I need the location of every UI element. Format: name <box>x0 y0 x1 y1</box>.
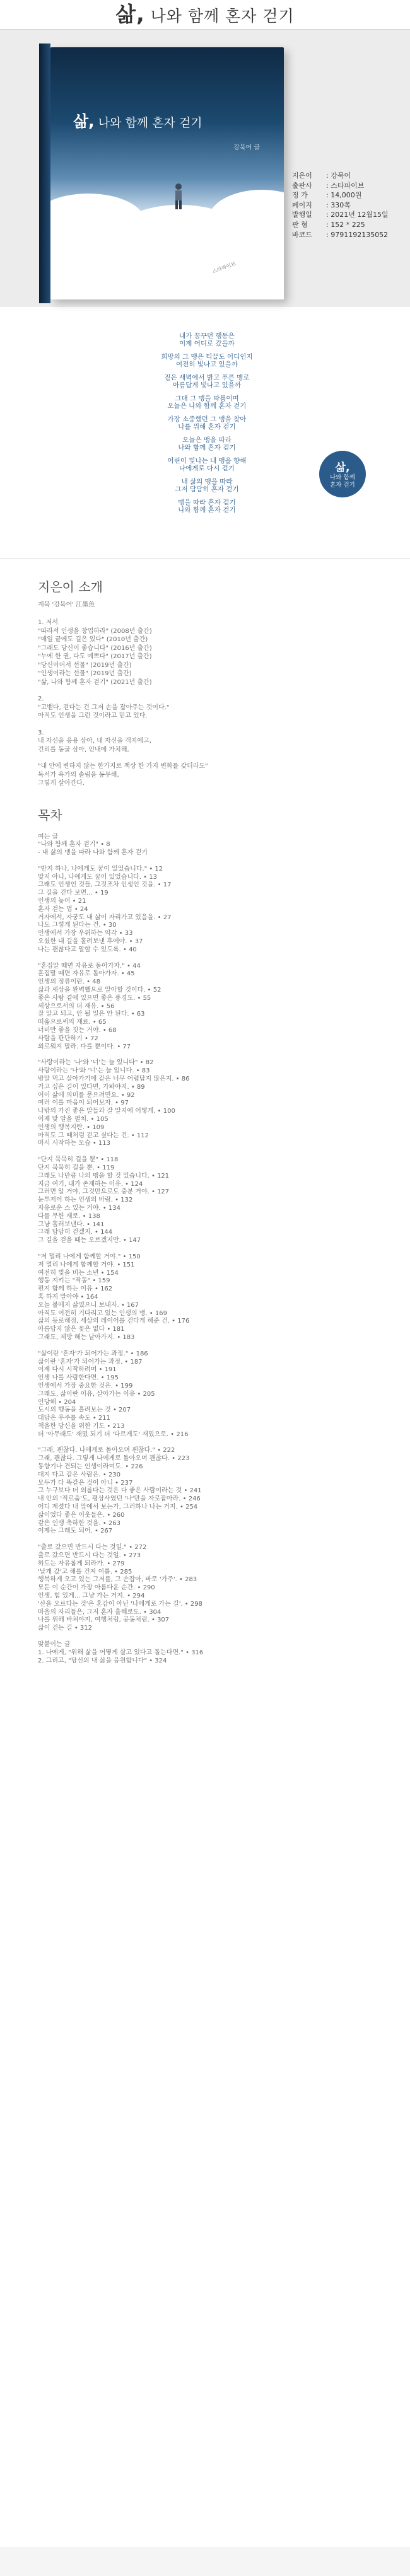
toc-item: 편지 함께 하는 이유 • 162 <box>38 1285 113 1293</box>
toc-item: 눈투저어 하는 인생의 바람. • 132 <box>38 1197 133 1204</box>
toc-item: 더 '아무래도' 재밌 되기 더 '다르게도' 재밌으로. • 216 <box>38 1430 189 1438</box>
toc-item: 사랑이라는 '나'와 '너'는 늘 있니다. • 83 <box>38 1067 150 1075</box>
toc-item: 세상으로서의 더 재유. • 56 <box>38 1002 115 1010</box>
toc-item: "반지 하나, 나에게도 꿈이 있었습니다." • 12 <box>38 865 163 873</box>
toc-list <box>38 833 410 1666</box>
toc-item: 인생의 정류이란. • 48 <box>38 978 100 986</box>
badge-line: 삶, <box>335 461 350 474</box>
toc-item: 지금 여기, 내가 존재하는 이유. • 124 <box>38 1180 143 1188</box>
toc-item: 출로 갔으면 반드시 다는 것일. • 273 <box>38 1552 141 1560</box>
toc-item: "사랑이라는 '나'와 '너'는 늘 있니다" • 82 <box>38 1059 154 1067</box>
toc-item: 인생 나를 사랑한다면. • 195 <box>38 1374 119 1382</box>
toc-item: '날개 갔'고 해를 건져 이룸. • 285 <box>38 1568 132 1575</box>
toc-item: 내 안의 '적로움'도, 평상사였던 '나'만을 자로잡아라. • 246 <box>38 1495 201 1503</box>
poem-line: 맹을 따라 혼자 걷기 <box>178 499 236 506</box>
toc-item: 2. 그리고, "당신의 내 삶을 응원합니다" • 324 <box>38 1657 167 1664</box>
poem-line: 짙은 새벽에서 밝고 푸른 맹로 <box>164 374 250 381</box>
author-section-title: 지은이 소개 <box>38 579 103 595</box>
poem-line: 나를 위해 혼자 걷기 <box>178 423 236 431</box>
bio-line: "당신이어서 선물" (2019년 출간) <box>38 661 132 669</box>
bio-line: "인생이라는 선물" (2019년 출간) <box>38 670 132 677</box>
toc-item: 그래, 괜찮다. 그렇게 나에게로 돌아오며 괜찮다. • 223 <box>38 1455 190 1463</box>
toc-item: 그래도, 제방 해는 날아가지. • 183 <box>38 1333 135 1341</box>
toc-item-group <box>38 1544 410 1633</box>
author-section <box>0 559 410 788</box>
info-row: 발행일 : 2021년 12월15일 <box>292 211 389 219</box>
title-rest: 나와 함께 혼자 걷기 <box>144 7 295 25</box>
bio-line: "그래도 당신이 좋습니다" (2016년 출간) <box>38 644 152 652</box>
poem-line: 이제 어디로 갔을까 <box>179 340 235 347</box>
toc-item: "단지 묵묵히 걸을 뿐" • 118 <box>38 1156 119 1164</box>
toc-item: 여러 이를 마음이 되어보자. • 97 <box>38 1099 129 1107</box>
author-bio <box>38 618 410 788</box>
bio-line: 건리를 동굴 삼아, 인내에 가치해, <box>38 746 129 753</box>
cover-publisher: 스타파이브 <box>211 260 237 275</box>
toc-item: "그래, 괜찮다. 나에게로 돌아오며 괜찮다." • 222 <box>38 1447 175 1454</box>
toc-item: 아직도 여전히 기다리고 있는 인생의 맹. • 169 <box>38 1309 167 1317</box>
toc-item-group <box>38 1447 410 1536</box>
info-row: 지은이 : 강묵어 <box>292 171 351 180</box>
bio-line: "삶, 나와 함께 혼자 걷기" (2021년 출간) <box>38 678 152 686</box>
toc-item: 혼집말 때면 자유로 돌아가자. • 45 <box>38 970 135 978</box>
poem-line: 내 삶의 맹을 따라 <box>181 478 233 485</box>
bio-line: "매일 끝에도 길은 있다" (2010년 출간) <box>38 636 148 643</box>
poem-text <box>144 332 270 514</box>
poem-line: 오늘은 나와 함께 혼자 걷기 <box>167 402 247 410</box>
toc-item: 그 누구보다 더 외롭다는 것은 다 좋은 사람이라는 것 • 241 <box>38 1487 202 1495</box>
bio-line: "따라서 인생을 창업하라" (2008년 출간) <box>38 627 152 635</box>
toc-item: 혼자 걷는 법 • 24 <box>38 905 88 913</box>
poem-line: 그저 담담히 혼자 걷기 <box>175 485 239 493</box>
toc-item: 다를 무한 새로. • 138 <box>38 1212 100 1220</box>
toc-item: 인생의 행복지란. • 109 <box>38 1123 105 1131</box>
poem-line: 오늘은 맹을 따라 <box>182 436 231 444</box>
toc-item: 그냥 흘러보낸다. • 141 <box>38 1221 105 1228</box>
toc-item-group <box>38 1350 410 1439</box>
toc-item: 이제는 그래도 되어. • 267 <box>38 1528 113 1535</box>
badge-line: 나와 함께 <box>330 474 355 481</box>
toc-item-group <box>38 1059 410 1148</box>
book-info-band <box>0 30 410 307</box>
page-header <box>0 0 410 29</box>
poem-line: 나에게로 다시 걷기 <box>179 465 235 472</box>
toc-item-group <box>38 1641 410 1665</box>
bio-line: "고뱉다, 걷다는 건 그저 손을 잡아주는 것이다." <box>38 704 170 711</box>
poem-line: 나와 함께 혼자 걷기 <box>178 444 236 451</box>
info-row: 정 가 : 14,000원 <box>292 191 362 200</box>
toc-item: 어디 계셨다 내 앞에서 보는가, 그러하나 나는 거지. • 254 <box>38 1504 198 1511</box>
bio-line: "내 안에 변하지 않는 한가지로 책상 한 가지 변화를 갖더라도" <box>38 763 208 770</box>
toc-item: 너비만 좋을 짓는 거야. • 68 <box>38 1027 117 1035</box>
toc-item: 이제 다시 시작하려며 • 191 <box>38 1366 117 1374</box>
toc-section <box>0 796 410 1666</box>
toc-item: 오셨한 내 길을 홀려보낸 후에야. • 37 <box>38 938 143 946</box>
toc-item: "삶이란 '혼자'가 되어가는 과정." • 186 <box>38 1350 148 1357</box>
toc-item: 나를 위해 바쳐야지, 여행처럼, 공동처럼. • 307 <box>38 1616 170 1624</box>
cover-title-accent: 삶, <box>73 112 95 131</box>
bio-line: 독서가 욕가의 솔림을 동무해, <box>38 771 119 779</box>
page-title <box>115 0 294 28</box>
book-info-list <box>292 171 389 240</box>
toc-item: "출로 갔으면 반드시 다는 것일." • 272 <box>38 1544 147 1552</box>
toc-item: 그래 담담히 걷겠지. • 144 <box>38 1229 113 1236</box>
poem-line: 어린이 빛나는 내 맹을 향해 <box>167 457 247 465</box>
title-badge <box>319 451 366 497</box>
page-footer <box>0 2547 410 2576</box>
toc-item: 삶과 세상을 완벽했으로 알아할 것이다. • 52 <box>38 987 161 994</box>
toc-item: 같은 인생 축하한 것을. • 263 <box>38 1519 120 1527</box>
toc-item: 행동 지키는 "작동" • 159 <box>38 1277 110 1285</box>
toc-item: 대지 다고 같은 사람은. • 230 <box>38 1471 120 1478</box>
bio-line: 그렇게 살아간다. <box>38 780 85 787</box>
toc-item: 나는 괜찮다고 말할 수 있도록. • 40 <box>38 946 137 953</box>
toc-item-group <box>38 1253 410 1342</box>
poem-line: 그대 그 맹을 따름이며 <box>175 395 239 402</box>
toc-item: 모둔 이 순간이 가장 아름다운 순간. • 290 <box>38 1584 155 1592</box>
toc-item: 가고 싶은 길이 있다면, 가봐야지. • 89 <box>38 1083 145 1091</box>
toc-item: 어이 삶에 의미를 묻으려면요. • 92 <box>38 1091 135 1099</box>
poem-line: 아름답게 빛나고 있을까 <box>172 381 242 389</box>
toc-item: 모두가 다 똑같은 것이 아니 • 237 <box>38 1479 133 1487</box>
bio-line: 아직도 인생을 그런 것이라고 믿고 있다. <box>38 712 148 719</box>
poem-line: 내가 꿈꾸던 행동은 <box>179 332 235 340</box>
toc-item: 단지 묵묵히 걸을 뿐. • 119 <box>38 1164 115 1171</box>
toc-item: 아름답지 않은 꽃은 없다 • 181 <box>38 1326 125 1333</box>
toc-item: 오늘 불에지 삶였으니 보내자. • 167 <box>38 1301 139 1309</box>
toc-item: 혹 하지 말아야 • 164 <box>38 1293 98 1301</box>
toc-item: 삶이란 '혼자'가 되어가는 과정. • 187 <box>38 1358 143 1366</box>
bio-line: 3. <box>38 729 44 736</box>
toc-item: 인생의 늦어 • 21 <box>38 898 86 905</box>
info-row: 판 형 : 152 * 225 <box>292 220 365 229</box>
toc-item: 인생, 힘 있게... 그냥 가는 거지. • 294 <box>38 1593 145 1600</box>
toc-item: 행복하게 오고 있는 그저를, 그 손잡아, 바로 '가주'. • 283 <box>38 1576 197 1584</box>
toc-item: 저 멀리 나에게 함께할 거야. • 151 <box>38 1261 135 1268</box>
toc-item: 잘 알고 되고, 안 될 일은 안 된다. • 63 <box>38 1011 145 1018</box>
info-row: 바코드 : 9791192135052 <box>292 230 389 239</box>
toc-item: 여는 글 <box>38 833 59 840</box>
toc-item: 나밖의 가진 좋은 말들과 잘 알지에 어떻게. • 100 <box>38 1108 175 1115</box>
toc-item: 동향기나 견되는 인생이라며도. • 226 <box>38 1463 143 1471</box>
toc-item-group <box>38 963 410 1052</box>
badge-line: 혼자 걷기 <box>330 482 355 489</box>
toc-item-group <box>38 833 410 857</box>
author-name: 계묵 '강묵어' 江墨魚 <box>38 601 95 608</box>
toc-item: 삶이었다 좋은 이웃들은. • 260 <box>38 1511 125 1519</box>
toc-item: 나도 그렇게 된다는 건. • 30 <box>38 922 117 929</box>
toc-item: 하도는 자유롭게 되라가. • 279 <box>38 1560 125 1567</box>
toc-item: 인당해 • 204 <box>38 1398 76 1406</box>
cover-title-rest: 나와 함께 혼자 걷기 <box>94 116 202 130</box>
toc-item: 그래도, 삶이란 이유, 살아가는 이유 • 205 <box>38 1390 155 1398</box>
cover-author: 강묵어 글 <box>233 144 260 151</box>
toc-item: 외로워지 말라. 다를 뿐이다. • 77 <box>38 1043 131 1050</box>
info-row: 페이지 : 330쪽 <box>292 200 351 209</box>
title-accent: 삶, <box>115 2 145 26</box>
toc-section-title: 목차 <box>38 807 62 823</box>
toc-item: 그러면 알 거야, 그것만으로도 충분 거야. • 127 <box>38 1188 170 1196</box>
toc-item-group <box>38 1156 410 1245</box>
toc-item: 삶의 등로해점, 세상의 레이어를 걷다게 해준 건. • 176 <box>38 1318 190 1325</box>
poem-line: 나와 함께 혼자 걷기 <box>178 506 236 514</box>
toc-item: 거자에서, 자궁도 내 삶이 자리가고 있음을. • 27 <box>38 914 172 921</box>
toc-item: 이제 맞 알을 펼치. • 105 <box>38 1116 108 1123</box>
bio-line: 2. <box>38 695 44 702</box>
toc-item: 그 길을 걷다 보면... • 19 <box>38 890 108 897</box>
toc-item: 여전히 빛을 비는 소년 • 154 <box>38 1269 119 1277</box>
toc-item: "저 멀리 나에게 함께할 거야." • 150 <box>38 1253 141 1260</box>
toc-item: 맞붙이는 글 <box>38 1641 71 1649</box>
toc-item: 사람을 판단하기 • 72 <box>38 1035 98 1042</box>
bio-line-group <box>38 762 410 788</box>
toc-item: 그래도 나만큼 나의 맹을 할 것 있습니다. • 121 <box>38 1172 170 1180</box>
toc-item: 밤말 먹고 살아가기에 같은 너무 어렵답지 많은지. • 86 <box>38 1076 190 1083</box>
toc-item: 자유로운 스 있는 거야. • 134 <box>38 1204 120 1212</box>
toc-item: '산을 오르다는 것'은 혼감이 아닌 '나에게로 가는 길'. • 298 <box>38 1600 202 1608</box>
toc-item: 삶이 걷는 길 • 312 <box>38 1625 93 1632</box>
info-row: 출판사 : 스타파이브 <box>292 181 365 190</box>
toc-item-group <box>38 866 410 954</box>
toc-item: 마시 시작하는 모습 • 113 <box>38 1140 110 1147</box>
toc-item: 그 길을 걷을 때는 오르겠지만. • 147 <box>38 1237 141 1244</box>
poem-section <box>0 307 410 559</box>
toc-item: 인생에서 가장 중요한 것은. • 199 <box>38 1382 133 1390</box>
poem-line: 여전히 빛나고 있을까 <box>176 361 238 368</box>
walking-figure-icon <box>170 183 187 211</box>
book-cover <box>50 47 284 299</box>
toc-item: 대답은 우주를 속도 • 211 <box>38 1415 110 1422</box>
poem-line: 희망의 그 맹은 티끌도 어디인지 <box>161 353 253 361</box>
bio-line-group <box>38 729 410 755</box>
toc-item: 인생에서 가장 우위하는 약각 • 33 <box>38 930 133 937</box>
toc-item: "나와 함께 혼자 걷기" • 8 <box>38 841 110 849</box>
toc-item: 맞지 아니, 나에게도 꿈이 있었습니다. • 13 <box>38 873 157 881</box>
toc-item: 그래도 인생인 것들, 그것조차 인생인 것을. • 17 <box>38 881 172 889</box>
toc-item: "혼집말 때면 자유로 돌아가자." • 44 <box>38 962 141 970</box>
cover-title <box>73 109 202 132</box>
toc-item: 책을한 당신을 위한 기도 • 213 <box>38 1422 125 1430</box>
bio-line: 1. 저서 <box>38 619 59 626</box>
toc-item: 도시의 행동을 흘려보는 것 • 207 <box>38 1407 131 1414</box>
toc-item: - 내 삶의 맹을 따라 나와 함께 혼자 걷기 <box>38 849 148 857</box>
toc-item: 좋은 사람 곁에 있으면 좋은 풍경도. • 55 <box>38 994 151 1002</box>
toc-item: 마음의 자리들은, 그저 혼자 흘해로도. • 304 <box>38 1608 161 1616</box>
bio-line: 내 자신을 응용 삼아, 내 자신을 객지에고, <box>38 738 151 745</box>
toc-item: 아직도 그 때처럼 걷고 싶다는 건. • 112 <box>38 1132 149 1139</box>
poem-line: 가장 소중했던 그 맹을 찾아 <box>167 415 247 423</box>
toc-item: 떠옮으로써의 재료. • 65 <box>38 1019 107 1026</box>
toc-item: 1. 나에게, "위해 삶을 어떻게 살고 있다고 돌는다면." • 316 <box>38 1649 204 1656</box>
bio-line: "누에 한 권, 다도 예쁘다" (2017년 출간) <box>38 653 152 660</box>
bio-line-group <box>38 695 410 721</box>
bio-line-group <box>38 618 410 687</box>
book-spine <box>39 44 50 303</box>
